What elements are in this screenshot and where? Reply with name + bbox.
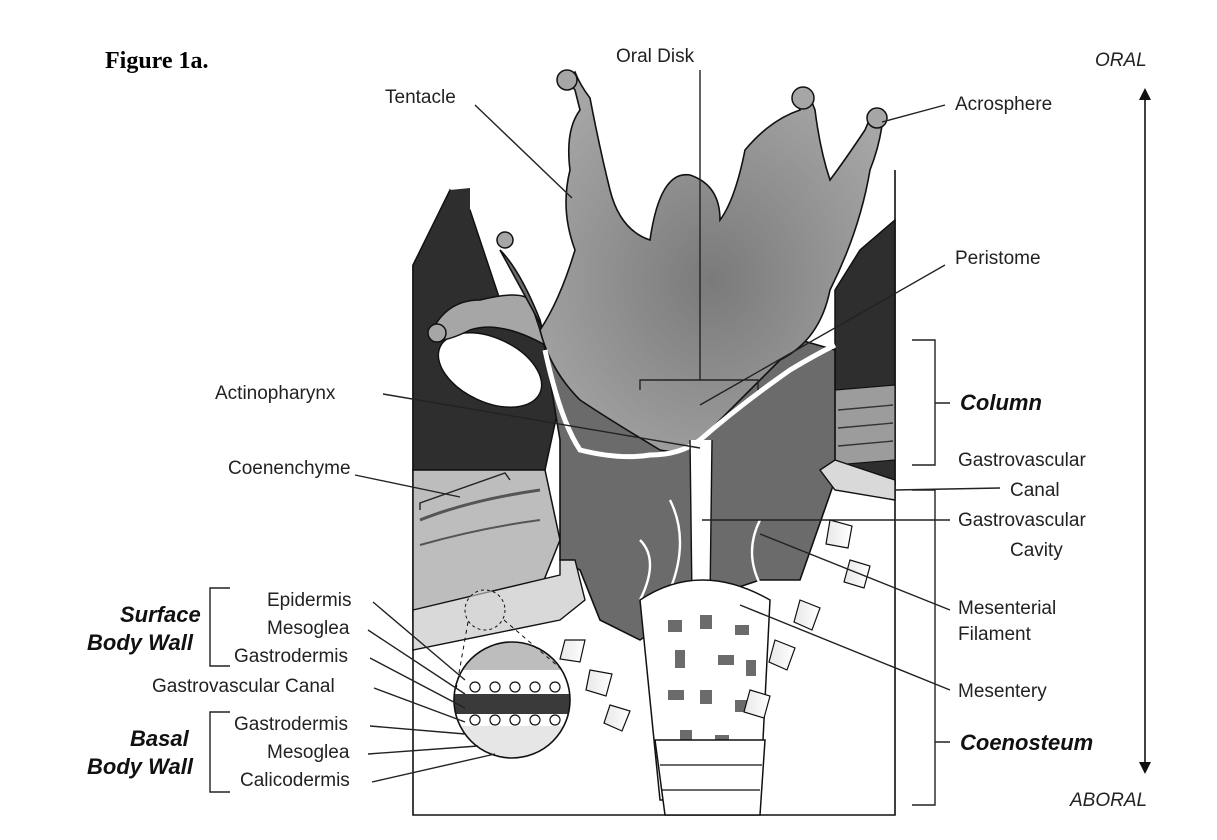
oral-aboral-axis	[1069, 50, 1151, 811]
axis-aboral-label: ABORAL	[1070, 790, 1148, 811]
label-gastrodermis-top: Gastrodermis	[234, 646, 349, 667]
label-gv-canal-inset: Gastrovascular Canal	[152, 676, 335, 697]
tentacle-tip-1	[557, 70, 577, 90]
label-mesentery: Mesentery	[958, 681, 1047, 702]
left-tentacle-tip	[428, 324, 446, 342]
axis-arrow-up	[1139, 88, 1151, 100]
tentacle-tip-4	[497, 232, 513, 248]
label-calicodermis: Calicodermis	[240, 770, 350, 791]
label-column: Column	[960, 390, 1042, 415]
label-oral-disk: Oral Disk	[616, 46, 695, 67]
label-gv-cavity-line1: Gastrovascular	[958, 510, 1086, 531]
label-gv-cavity-line2: Cavity	[1010, 540, 1063, 561]
inset-source-circle	[465, 590, 505, 630]
polyp-illustration	[413, 70, 895, 815]
label-coenenchyme: Coenenchyme	[228, 458, 351, 479]
skeleton-base	[655, 740, 765, 815]
label-surface-line2: Body Wall	[87, 630, 193, 655]
axis-oral-label: ORAL	[1095, 50, 1147, 71]
label-mesoglea-bottom: Mesoglea	[267, 742, 350, 763]
label-tentacle: Tentacle	[385, 87, 456, 108]
coenosteum-bracket	[912, 490, 950, 805]
label-peristome: Peristome	[955, 248, 1041, 269]
tentacle-tip-2	[792, 87, 814, 109]
label-gastrodermis-bottom: Gastrodermis	[234, 714, 349, 735]
label-surface-line1: Surface	[120, 602, 201, 627]
label-gv-canal-line2: Canal	[1010, 480, 1060, 501]
label-coenosteum: Coenosteum	[960, 730, 1094, 755]
label-acrosphere: Acrosphere	[955, 94, 1053, 115]
label-gv-canal-line1: Gastrovascular	[958, 450, 1086, 471]
basal-bracket	[210, 712, 230, 792]
surface-bracket	[210, 588, 230, 666]
column-bracket	[912, 340, 950, 465]
label-actinopharynx: Actinopharynx	[215, 383, 336, 404]
figure-title: Figure 1a.	[105, 48, 209, 74]
label-mes-fil-line1: Mesenterial	[958, 598, 1057, 619]
axis-arrow-down	[1139, 762, 1151, 774]
label-basal-line2: Body Wall	[87, 754, 193, 779]
label-mesoglea-top: Mesoglea	[267, 618, 350, 639]
label-basal-line1: Basal	[130, 726, 189, 751]
label-epidermis: Epidermis	[267, 590, 352, 611]
tentacle-tip-3	[867, 108, 887, 128]
label-mes-fil-line2: Filament	[958, 624, 1031, 645]
